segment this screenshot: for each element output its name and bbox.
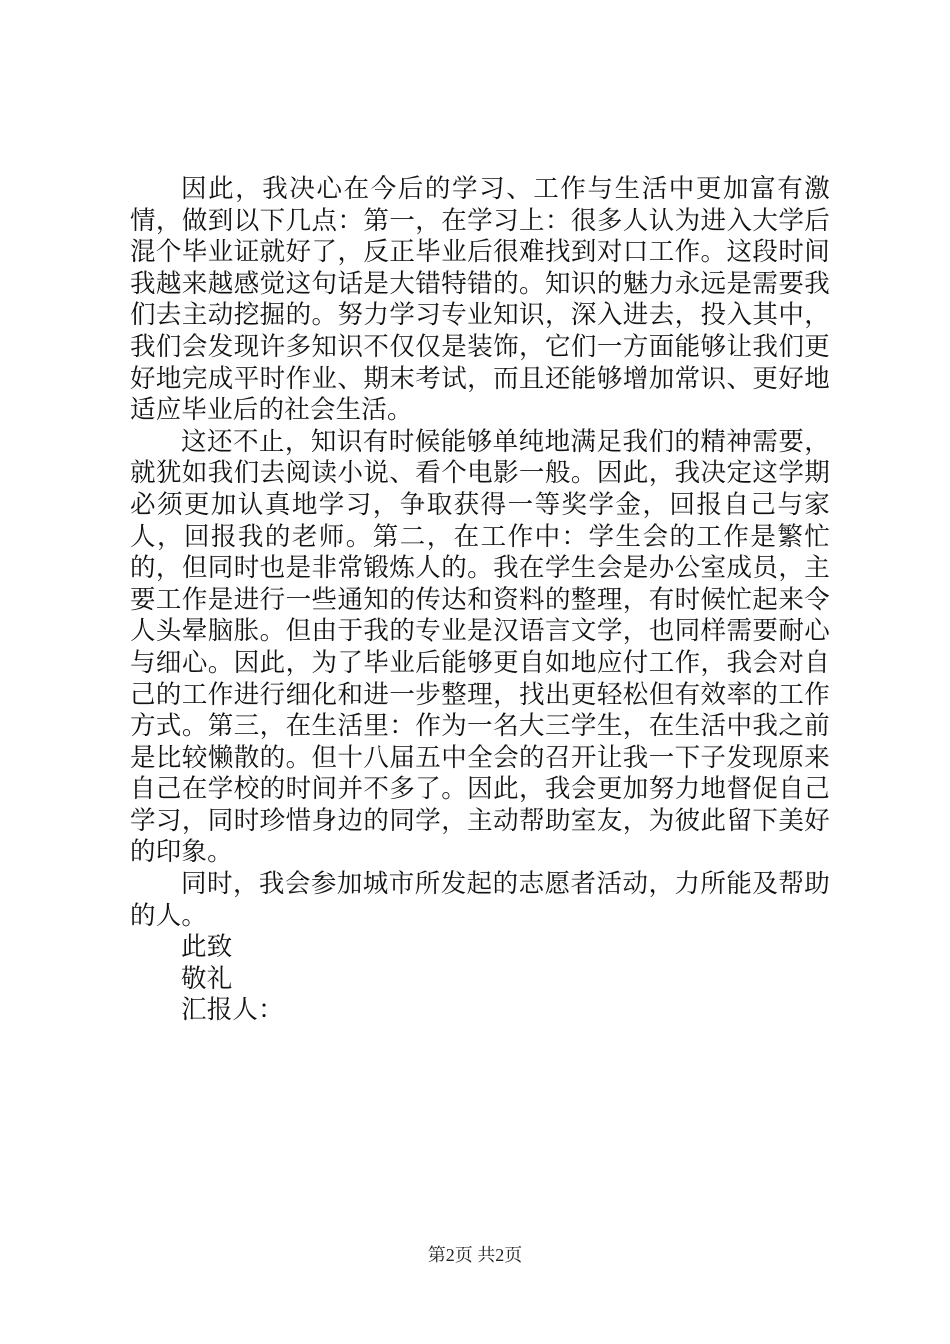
closing-salutation: 此致 bbox=[181, 932, 233, 963]
paragraph-3: 同时，我会参加城市所发起的志愿者活动，力所能及帮助的人。 bbox=[130, 869, 830, 931]
document-body bbox=[130, 174, 830, 1027]
paragraph-1: 因此，我决心在今后的学习、工作与生活中更加富有激情，做到以下几点：第一，在学习上：很多人认为进入大学后混个毕业证就好了，反正毕业后很难找到对口工作。这段时间我越来越感觉这句话是大错特错的。知识的魅力永远是需要我们去主动挖掘的。努力学习专业知识，深入进去，投入其中，我们会发现许多知识不仅仅是装饰，它们一方面能够让我们更好地完成平时作业、期末考试，而且还能够增加常识、更好地适应毕业后的社会生活。 bbox=[130, 174, 830, 426]
closing-regards: 敬礼 bbox=[181, 963, 233, 994]
reporter-signature-line: 汇报人： bbox=[181, 995, 284, 1026]
paragraph-2: 这还不止，知识有时候能够单纯地满足我们的精神需要，就犹如我们去阅读小说、看个电影一般。因此，我决定这学期必须更加认真地学习，争取获得一等奖学金，回报自己与家人，回报我的老师。第二，在工作中：学生会的工作是繁忙的，但同时也是非常锻炼人的。我在学生会是办公室成员，主要工作是进行一些通知的传达和资料的整理，有时候忙起来令人头晕脑胀。但由于我的专业是汉语言文学，也同样需要耐心与细心。因此，为了毕业后能够更自如地应付工作，我会对自己的工作进行细化和进一步整理，找出更轻松但有效率的工作方式。第三，在生活里：作为一名大三学生，在生活中我之前是比较懒散的。但十八届五中全会的召开让我一下子发现原来自己在学校的时间并不多了。因此，我会更加努力地督促自己学习，同时珍惜身边的同学，主动帮助室友，为彼此留下美好的印象。 bbox=[130, 426, 830, 868]
page-number-footer: 第2页 共2页 bbox=[427, 1245, 523, 1265]
